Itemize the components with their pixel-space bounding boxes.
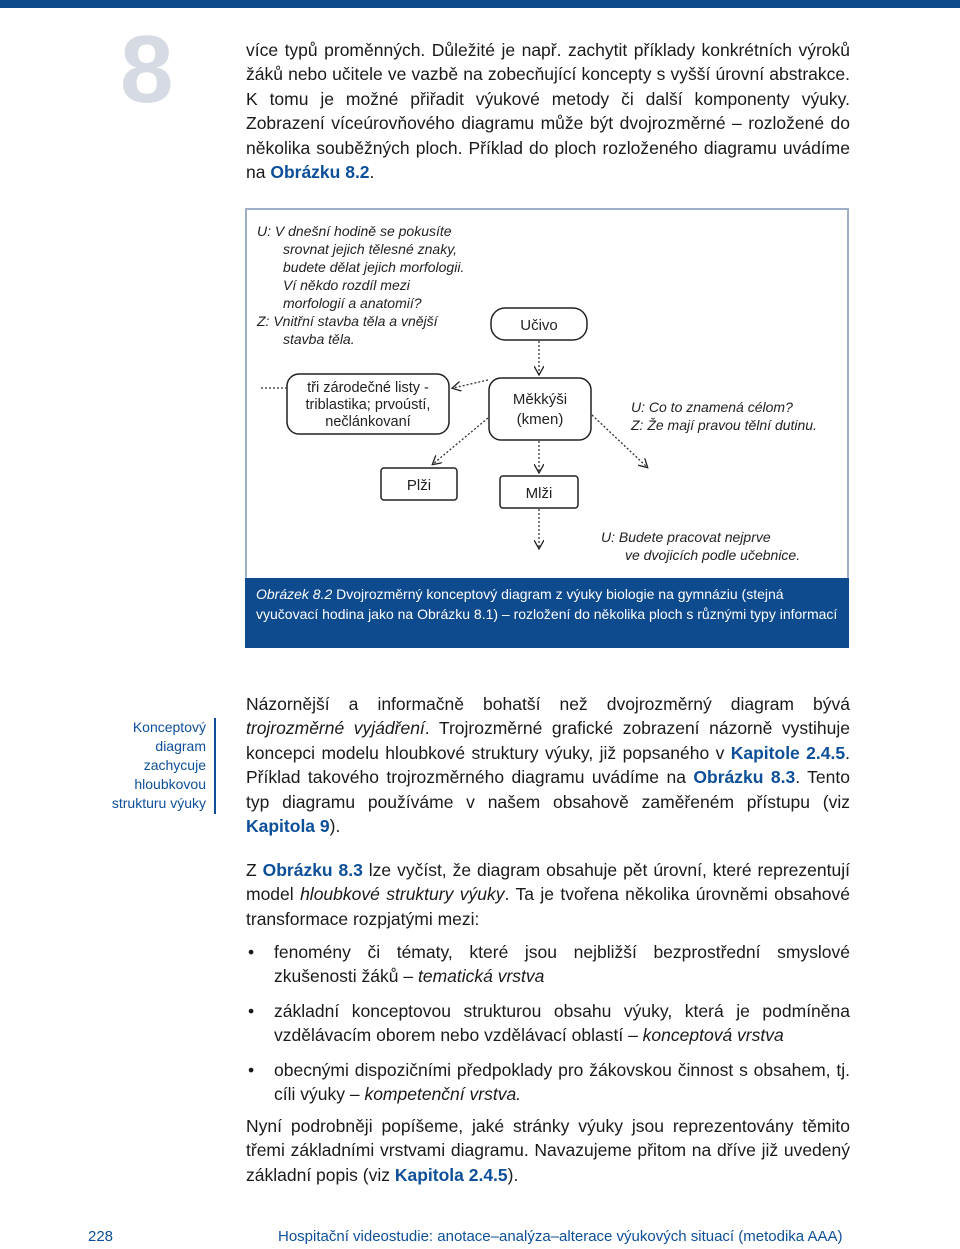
- link-obrazek-8-3[interactable]: Obrázku 8.3: [262, 860, 363, 880]
- margin-note-rule: [214, 718, 216, 814]
- para3-text: . Ta je tvořena několika úrovněmi obsahové transformace rozpjatými mezi:: [246, 884, 850, 929]
- dialog1-line: Ví někdo rozdíl mezi: [283, 277, 410, 293]
- intro-text-1: více typů proměnných. Důležité je např. zachytit příklady konkrétních výroků žáků nebo učitele ve vazbě na zobecňující koncepty s vyšší úrovní abstrakce. K tomu je možné přiřadit výukové metody či další komponenty výuky. Zobrazení víceúrovňového diagramu může být dvojrozměrné – rozložené do několika souběžných ploch. Příklad do ploch rozloženého diagramu uvádíme na: [246, 40, 850, 183]
- node-plzi-label: Plži: [406, 477, 432, 494]
- paragraph-levels: [246, 858, 850, 931]
- dialog1-line: srovnat jejich tělesné znaky,: [283, 241, 458, 257]
- dialog3-line: ve dvojicích podle učebnice.: [625, 547, 801, 563]
- running-footer-title: Hospitační videostudie: anotace–analýza–alterace výukových situací (metodika AAA): [278, 1228, 843, 1245]
- dialog2-line: Z: Že mají pravou tělní dutinu.: [631, 417, 817, 433]
- link-kapitola-9[interactable]: Kapitola 9: [246, 816, 330, 837]
- paragraph-3d-diagram: [246, 692, 850, 838]
- node-tri-line: nečlánkovaní: [325, 414, 411, 430]
- para4-text: ).: [507, 1164, 519, 1185]
- para2-text: . Příklad takového trojrozměrného diagramu uvádíme na: [246, 742, 850, 788]
- para4-text: Nyní podrobněji popíšeme, jaké stránky výuky jsou reprezentovány těmito třemi základními vrstvami diagramu. Navazujeme přitom na dříve již uvedený základní popis (viz: [246, 1116, 850, 1185]
- link-kapitola-2-4-5[interactable]: Kapitola 2.4.5: [394, 1164, 508, 1185]
- para2-text: . Trojrozměrné grafické zobrazení názorně vystihuje koncepci modelu hloubkové struktury výuky, již popsaného v: [246, 718, 850, 763]
- dialog1-line: budete dělat jejich morfologii.: [283, 259, 465, 275]
- figure-caption-label: Obrázek 8.2: [256, 586, 333, 602]
- para2-italic: trojrozměrné vyjádření: [246, 718, 425, 739]
- list-item: • základní konceptovou strukturou obsahu výuky, která je podmíněna vzdělávacím oborem nebo vzdělávací oblastí – konceptová vrstva: [248, 1000, 850, 1046]
- node-mekkysi: [489, 378, 591, 440]
- connector-mekkysi-tri: [453, 380, 488, 388]
- node-mlzi-label: Mlži: [525, 485, 553, 502]
- chapter-number: 8: [120, 16, 174, 123]
- link-obrazek-8-3[interactable]: Obrázku 8.3: [693, 767, 796, 788]
- dialog-teacher-students-2: [630, 399, 817, 433]
- node-tri-line: triblastika; prvoústí,: [305, 397, 431, 413]
- node-ucivo-label: Učivo: [520, 317, 558, 334]
- list-item: • fenomény či tématy, které jsou nejbližší bezprostřední smyslové zkušenosti žáků – tematická vrstva: [248, 942, 850, 987]
- para2-text: ).: [329, 816, 341, 837]
- dialog1-line: Z: Vnitřní stavba těla a vnější: [257, 313, 438, 329]
- list-item: • obecnými dispozičními předpoklady pro žákovskou činnost s obsahem, tj. cíli výuky – kompetenční vrstva.: [248, 1059, 850, 1105]
- node-mekkysi-line: Měkkýši: [512, 391, 568, 408]
- figure-caption: [245, 578, 849, 648]
- dialog2-line: U: Co to znamená célom?: [631, 399, 793, 415]
- layers-list: [246, 940, 850, 1116]
- node-tri-line: tři zárodečné listy -: [307, 380, 429, 396]
- dialog-teacher-students-1: [256, 223, 464, 347]
- concept-diagram: [247, 210, 847, 580]
- intro-text-2: .: [369, 162, 375, 183]
- dialog1-line: morfologií a anatomií?: [283, 295, 422, 311]
- node-mekkysi-line: (kmen): [516, 411, 564, 428]
- para3-text: Z: [246, 860, 263, 880]
- page-number: 228: [88, 1228, 114, 1245]
- dialog1-line: U: V dnešní hodině se pokusíte: [257, 223, 452, 239]
- para2-text: Názornější a informačně bohatší než dvojrozměrný diagram bývá: [246, 694, 850, 714]
- figure-link-8-2[interactable]: Obrázku 8.2: [270, 162, 370, 183]
- para2-text: . Tento typ diagramu používáme v našem obsahově zaměřeném přístupu (viz: [246, 767, 850, 812]
- intro-paragraph: [246, 38, 850, 184]
- para3-text: lze vyčíst, že diagram obsahuje pět úrovní, které reprezentují model: [246, 860, 850, 905]
- paragraph-closing: [246, 1114, 850, 1187]
- dialog3-line: U: Budete pracovat nejprve: [601, 529, 771, 545]
- figure-caption-text: Dvojrozměrný konceptový diagram z výuky biologie na gymnáziu (stejná vyučovací hodina jako na Obrázku 8.1) – rozložení do několika ploch s různými typy informací: [256, 586, 838, 622]
- dialog1-line: stavba těla.: [283, 331, 355, 347]
- top-accent-bar: [0, 0, 960, 8]
- margin-note: Konceptový diagram zachycuje hloubkovou strukturu výuky: [111, 719, 206, 811]
- dialog-teacher-3: [601, 529, 800, 563]
- link-kapitola-2-4-5[interactable]: Kapitole 2.4.5: [730, 742, 846, 763]
- concept-diagram-figure: [245, 208, 849, 648]
- para3-italic: hloubkové struktury výuky: [300, 884, 505, 905]
